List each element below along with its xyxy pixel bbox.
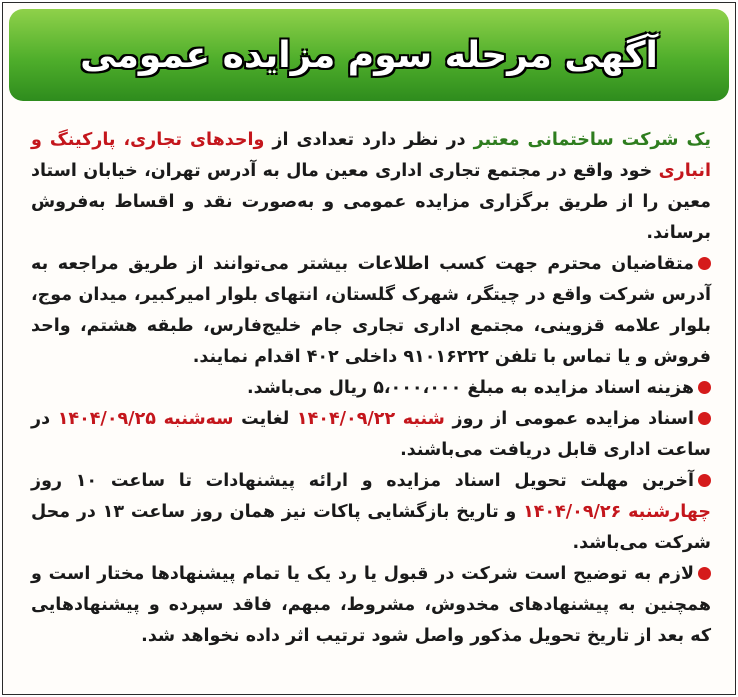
deadline-date: چهارشنبه ۱۴۰۴/۰۹/۲۶: [523, 502, 711, 522]
bullet-icon: [698, 412, 711, 425]
docs-item: [31, 404, 711, 466]
docs-text-1: اسناد مزایده عمومی از روز: [444, 409, 694, 429]
bullet-icon: [698, 567, 711, 580]
bullet-icon: [698, 257, 711, 270]
docs-text-2: لغایت: [233, 409, 297, 429]
fee-text: هزینه اسناد مزایده به مبلغ ۵،۰۰۰،۰۰۰ ریال می‌باشد.: [246, 378, 694, 398]
docs-text-3: در ساعت اداری قابل دریافت می‌باشند.: [31, 409, 711, 460]
docs-end-date: سه‌شنبه ۱۴۰۴/۰۹/۲۵: [57, 409, 234, 429]
header-banner: [9, 9, 729, 101]
bullet-icon: [698, 381, 711, 394]
deadline-text-1: آخرین مهلت تحویل اسناد مزایده و ارائه پیشنهادات تا ساعت ۱۰ روز: [31, 471, 694, 491]
ad-frame: [2, 2, 736, 695]
deadline-text-2: و تاریخ بازگشایی پاکات نیز همان روز ساعت ۱۳ در محل شرکت می‌باشد.: [31, 502, 711, 553]
contact-text: متقاضیان محترم جهت کسب اطلاعات بیشتر می‌توانند از طریق مراجعه به آدرس شرکت واقع در چیتگر، شهرک گلستان، انتهای بلوار امیرکبیر، میدان موج، بلوار علامه قزوینی، مجتمع اداری تجاری جام خلیج‌فارس، طبقه هشتم، واحد فروش و یا تماس با تلفن ۹۱۰۱۶۲۲۲ داخلی ۴۰۲ اقدام نمایند.: [31, 254, 711, 367]
docs-start-date: شنبه ۱۴۰۴/۰۹/۲۲: [296, 409, 445, 429]
units-highlight: واحدهای تجاری، پارکینگ و انباری: [31, 130, 711, 181]
note-text: لازم به توضیح است شرکت در قبول یا رد یک یا تمام پیشنهادها مختار است و همچنین به پیشنهادهای مخدوش، مشروط، مبهم، فاقد سپرده و پیشنهادهایی که بعد از تاریخ تحویل مذکور واصل شود ترتیب اثر داده نخواهد شد.: [31, 564, 711, 646]
fee-item: [31, 373, 711, 404]
ad-body: [31, 125, 711, 652]
intro-text-1: در نظر دارد تعدادی از: [264, 130, 474, 150]
bullet-icon: [698, 474, 711, 487]
contact-item: [31, 249, 711, 373]
intro-paragraph: [31, 125, 711, 249]
deadline-item: [31, 466, 711, 559]
ad-title: آگهی مرحله سوم مزایده عمومی: [80, 34, 658, 76]
company-name: یک شرکت ساختمانی معتبر: [473, 130, 711, 150]
intro-text-2: خود واقع در مجتمع تجاری اداری معین مال به آدرس تهران، خیابان استاد معین را از طریق برگزاری مزایده عمومی و به‌صورت نقد و اقساط به‌فروش برساند.: [31, 161, 711, 243]
note-item: [31, 559, 711, 652]
